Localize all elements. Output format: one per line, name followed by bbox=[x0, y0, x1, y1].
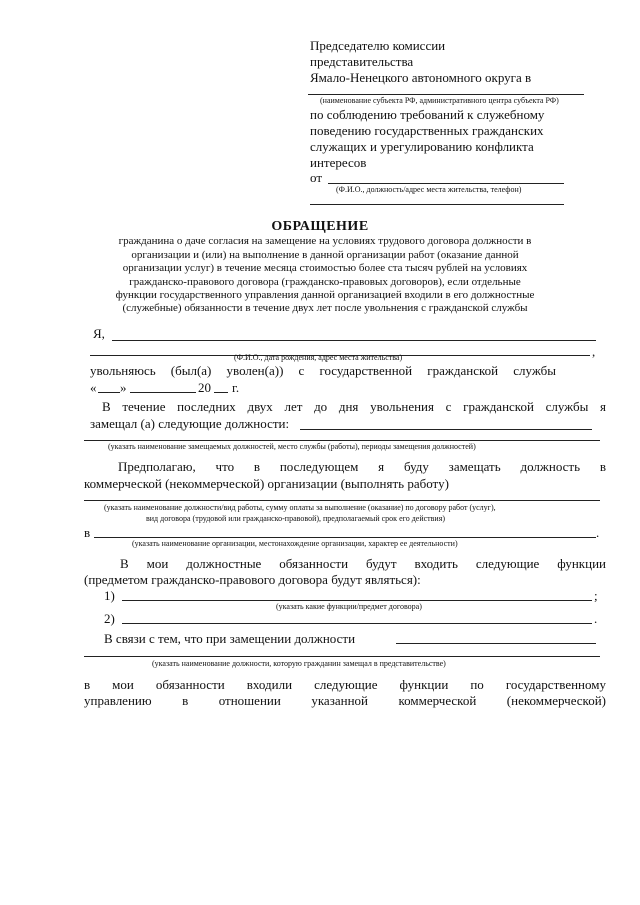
ya-label: Я, bbox=[93, 326, 105, 341]
subtitle-line-4: гражданско-правового договора (гражданско-правовых договоров), если отдельные bbox=[129, 276, 521, 288]
function-item-2-number: 2) bbox=[104, 611, 115, 626]
positions-field-line[interactable] bbox=[300, 429, 592, 430]
organization-period: . bbox=[596, 525, 600, 540]
fio-caption: (Ф.И.О., дата рождения, адрес места жительства) bbox=[234, 353, 403, 362]
connection-text: В связи с тем, что при замещении должности bbox=[104, 631, 356, 646]
date-month-field[interactable] bbox=[130, 392, 196, 393]
addressee-line-3: Ямало-Ненецкого автономного округа в bbox=[310, 70, 532, 85]
intend-text-line-2: коммерческой (некоммерческой) организации (выполнять работу) bbox=[84, 476, 449, 491]
date-year-suffix: г. bbox=[232, 380, 240, 395]
function-item-1-end: ; bbox=[594, 588, 598, 603]
subject-caption: (наименование субъекта РФ, административного центра субъекта РФ) bbox=[320, 96, 559, 105]
date-year-field[interactable] bbox=[214, 392, 228, 393]
fio-field-line[interactable] bbox=[112, 340, 596, 341]
intend-text-line-1: Предполагаю, что в последующем я буду замещать должность в bbox=[118, 459, 606, 474]
subject-field-line[interactable] bbox=[308, 94, 584, 95]
functions-text-line-2: (предметом гражданско-правового договора будут являться): bbox=[84, 572, 421, 587]
functions-caption: (указать какие функции/предмет договора) bbox=[276, 602, 422, 611]
function-item-1-number: 1) bbox=[104, 588, 115, 603]
from-field-line-2[interactable] bbox=[310, 204, 564, 205]
subtitle-line-3: организации услуг) в течение месяца стоимостью более ста тысяч рублей на условиях bbox=[122, 262, 528, 274]
duties-text-line-2: управлению в отношении указанной коммерческой (некоммерческой) bbox=[84, 693, 606, 708]
positions-text-line-2: замещал (а) следующие должности: bbox=[90, 416, 290, 431]
date-year-prefix: 20 bbox=[198, 380, 211, 395]
date-close-quote: » bbox=[120, 380, 127, 395]
date-open-quote: « bbox=[90, 380, 97, 395]
purpose-line-2: поведению государственных гражданских bbox=[310, 123, 544, 138]
organization-in-label: в bbox=[84, 525, 91, 540]
work-caption-2: вид договора (трудовой или гражданско-правовой), предполагаемый срок его действия) bbox=[146, 514, 446, 523]
from-field-line[interactable] bbox=[328, 183, 564, 184]
purpose-line-3: служащих и урегулированию конфликта bbox=[310, 139, 534, 154]
duties-text-line-1: в мои обязанности входили следующие функции по государственному bbox=[84, 677, 606, 692]
from-caption: (Ф.И.О., должность/адрес места жительства, телефон) bbox=[336, 185, 522, 194]
subtitle-line-6: (служебные) обязанности в течение двух лет после увольнения с гражданской службы bbox=[122, 302, 528, 314]
addressee-line-1: Председателю комиссии bbox=[310, 38, 446, 53]
fio-comma: , bbox=[592, 344, 596, 359]
document-title: ОБРАЩЕНИЕ bbox=[271, 219, 369, 234]
subtitle-line-2: организации и (или) на выполнение в данной организации работ (оказание данной bbox=[131, 249, 519, 261]
connection-field-line[interactable] bbox=[396, 643, 596, 644]
organization-caption: (указать наименование организации, местонахождение организации, характер ее деятельности) bbox=[132, 539, 458, 548]
positions-caption: (указать наименование замещаемых должностей, место службы (работы), периоды замещения должностей) bbox=[108, 442, 476, 451]
work-caption-1: (указать наименование должности/вид работы, сумму оплаты за выполнение (оказание) по договору работ (услуг), bbox=[104, 503, 496, 512]
function-item-2-end: . bbox=[594, 611, 598, 626]
functions-text-line-1: В мои должностные обязанности будут входить следующие функции bbox=[120, 556, 606, 571]
date-day-field[interactable] bbox=[98, 392, 120, 393]
position-caption: (указать наименование должности, которую гражданин замещал в представительстве) bbox=[152, 659, 446, 668]
positions-text-line-1: В течение последних двух лет до дня увольнения с гражданской службы я bbox=[102, 399, 606, 414]
subtitle-line-5: функции государственного управления данной организацией входили в его должностные bbox=[115, 289, 535, 301]
organization-field-line[interactable] bbox=[94, 537, 596, 538]
purpose-line-1: по соблюдению требований к служебному bbox=[310, 107, 545, 122]
function-item-2-field[interactable] bbox=[122, 623, 592, 624]
connection-field-line-2[interactable] bbox=[84, 656, 600, 657]
purpose-line-4: интересов bbox=[310, 155, 367, 170]
subtitle-line-1: гражданина о даче согласия на замещение на условиях трудового договора должности в bbox=[118, 235, 532, 247]
positions-field-line-2[interactable] bbox=[84, 440, 600, 441]
function-item-1-field[interactable] bbox=[122, 600, 592, 601]
intend-field-line[interactable] bbox=[84, 500, 600, 501]
from-label: от bbox=[310, 170, 323, 185]
addressee-line-2: представительства bbox=[310, 54, 414, 69]
dismissal-text: увольняюсь (был(а) уволен(а)) с государственной гражданской службы bbox=[90, 363, 556, 378]
